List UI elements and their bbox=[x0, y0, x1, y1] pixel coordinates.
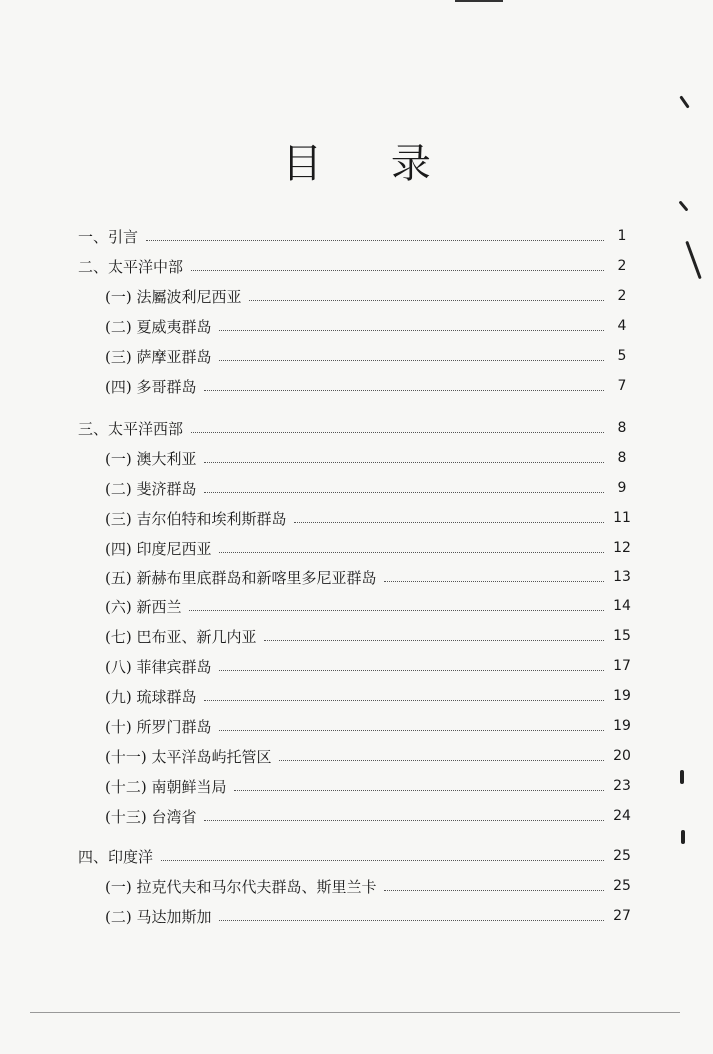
toc-entry-label: (十) 所罗门群岛 bbox=[105, 717, 212, 736]
toc-entry-label: (三) 萨摩亚群岛 bbox=[105, 347, 212, 366]
toc-entry-label: 三、太平洋西部 bbox=[78, 419, 184, 438]
toc-entry bbox=[105, 506, 632, 530]
toc-page-number: 25 bbox=[613, 848, 631, 864]
toc-leader-dots bbox=[384, 890, 604, 891]
toc-leader-dots bbox=[234, 790, 604, 791]
toc-entry-label: (二) 斐济群岛 bbox=[105, 479, 197, 498]
toc-entry bbox=[78, 254, 632, 278]
toc-entry-label: (二) 马达加斯加 bbox=[105, 907, 212, 926]
toc-leader-dots bbox=[204, 462, 604, 463]
toc-entry bbox=[105, 874, 632, 898]
toc-entry bbox=[105, 654, 632, 678]
toc-entry-label: (九) 琉球群岛 bbox=[105, 687, 197, 706]
toc-page-number: 9 bbox=[617, 480, 627, 496]
toc-entry-label: (十二) 南朝鲜当局 bbox=[105, 777, 227, 796]
toc-entry-label: (四) 多哥群岛 bbox=[105, 377, 197, 396]
toc-leader-dots bbox=[191, 270, 604, 271]
toc-leader-dots bbox=[189, 610, 604, 611]
toc-entry bbox=[105, 344, 632, 368]
toc-leader-dots bbox=[204, 390, 604, 391]
scan-mark bbox=[679, 95, 689, 108]
toc-entry bbox=[105, 284, 632, 308]
toc-entry bbox=[105, 536, 632, 560]
toc-entry bbox=[78, 224, 632, 248]
toc-entry-label: 二、太平洋中部 bbox=[78, 257, 184, 276]
scan-mark bbox=[680, 770, 684, 784]
toc-leader-dots bbox=[146, 240, 604, 241]
toc-page-number: 5 bbox=[617, 348, 627, 364]
toc-entry bbox=[105, 374, 632, 398]
toc-entry bbox=[78, 844, 632, 868]
toc-leader-dots bbox=[294, 522, 604, 523]
toc-leader-dots bbox=[219, 360, 604, 361]
top-rule bbox=[455, 0, 503, 2]
toc-entry bbox=[105, 684, 632, 708]
bottom-rule bbox=[30, 1012, 680, 1013]
toc-entry bbox=[105, 804, 632, 828]
scan-mark bbox=[678, 200, 688, 211]
toc-page-number: 15 bbox=[613, 628, 631, 644]
toc-page-number: 8 bbox=[617, 450, 627, 466]
toc-entry-label: (二) 夏威夷群岛 bbox=[105, 317, 212, 336]
toc-entry bbox=[105, 774, 632, 798]
scan-mark bbox=[681, 830, 685, 844]
page-title: 目 录 bbox=[282, 141, 459, 187]
toc-page-number: 1 bbox=[617, 228, 627, 244]
toc-page-number: 4 bbox=[617, 318, 627, 334]
toc-page-number: 12 bbox=[613, 540, 631, 556]
toc-page-number: 2 bbox=[617, 258, 627, 274]
toc-entry-label: 一、引言 bbox=[78, 227, 139, 246]
toc-leader-dots bbox=[204, 492, 604, 493]
toc-entry-label: (六) 新西兰 bbox=[105, 597, 182, 616]
toc-leader-dots bbox=[219, 552, 604, 553]
toc-page-number: 27 bbox=[613, 908, 631, 924]
toc-entry-label: (五) 新赫布里底群岛和新喀里多尼亚群岛 bbox=[105, 568, 377, 587]
toc-leader-dots bbox=[219, 670, 604, 671]
toc-leader-dots bbox=[204, 820, 604, 821]
toc-entry-label: 四、印度洋 bbox=[78, 847, 154, 866]
toc-entry bbox=[105, 744, 632, 768]
toc-entry bbox=[105, 565, 632, 589]
toc-page-number: 7 bbox=[617, 378, 627, 394]
toc-page-number: 20 bbox=[613, 748, 631, 764]
toc-entry bbox=[105, 904, 632, 928]
toc-entry bbox=[105, 314, 632, 338]
toc-page-number: 17 bbox=[613, 658, 631, 674]
toc-entry-label: (一) 法屬波利尼西亚 bbox=[105, 287, 242, 306]
toc-page-number: 24 bbox=[613, 808, 631, 824]
toc-page-number: 19 bbox=[613, 718, 631, 734]
toc-entry-label: (一) 拉克代夫和马尔代夫群岛、斯里兰卡 bbox=[105, 877, 377, 896]
toc-leader-dots bbox=[279, 760, 604, 761]
toc-page-number: 14 bbox=[613, 598, 631, 614]
toc-entry-label: (四) 印度尼西亚 bbox=[105, 539, 212, 558]
toc-page-number: 8 bbox=[617, 420, 627, 436]
toc-entry-label: (十一) 太平洋岛屿托管区 bbox=[105, 747, 272, 766]
toc-entry bbox=[105, 476, 632, 500]
toc-page-number: 11 bbox=[613, 510, 631, 526]
toc-leader-dots bbox=[204, 700, 604, 701]
toc-page-number: 19 bbox=[613, 688, 631, 704]
toc-page-number: 25 bbox=[613, 878, 631, 894]
toc-page-number: 23 bbox=[613, 778, 631, 794]
toc-entry bbox=[105, 714, 632, 738]
toc-leader-dots bbox=[219, 330, 604, 331]
toc-entry-label: (七) 巴布亚、新几内亚 bbox=[105, 627, 257, 646]
toc-entry bbox=[105, 624, 632, 648]
toc-entry-label: (一) 澳大利亚 bbox=[105, 449, 197, 468]
toc-entry bbox=[78, 416, 632, 440]
toc-leader-dots bbox=[219, 920, 604, 921]
toc-page-number: 13 bbox=[613, 569, 631, 585]
toc-leader-dots bbox=[219, 730, 604, 731]
toc-entry-label: (八) 菲律宾群岛 bbox=[105, 657, 212, 676]
toc-leader-dots bbox=[384, 581, 604, 582]
scan-mark bbox=[685, 241, 701, 280]
toc-entry-label: (十三) 台湾省 bbox=[105, 807, 197, 826]
toc-leader-dots bbox=[264, 640, 604, 641]
toc-page-number: 2 bbox=[617, 288, 627, 304]
toc-leader-dots bbox=[191, 432, 604, 433]
toc-entry bbox=[105, 446, 632, 470]
toc-entry-label: (三) 吉尔伯特和埃利斯群岛 bbox=[105, 509, 287, 528]
toc-leader-dots bbox=[161, 860, 604, 861]
toc-entry bbox=[105, 594, 632, 618]
toc-leader-dots bbox=[249, 300, 604, 301]
